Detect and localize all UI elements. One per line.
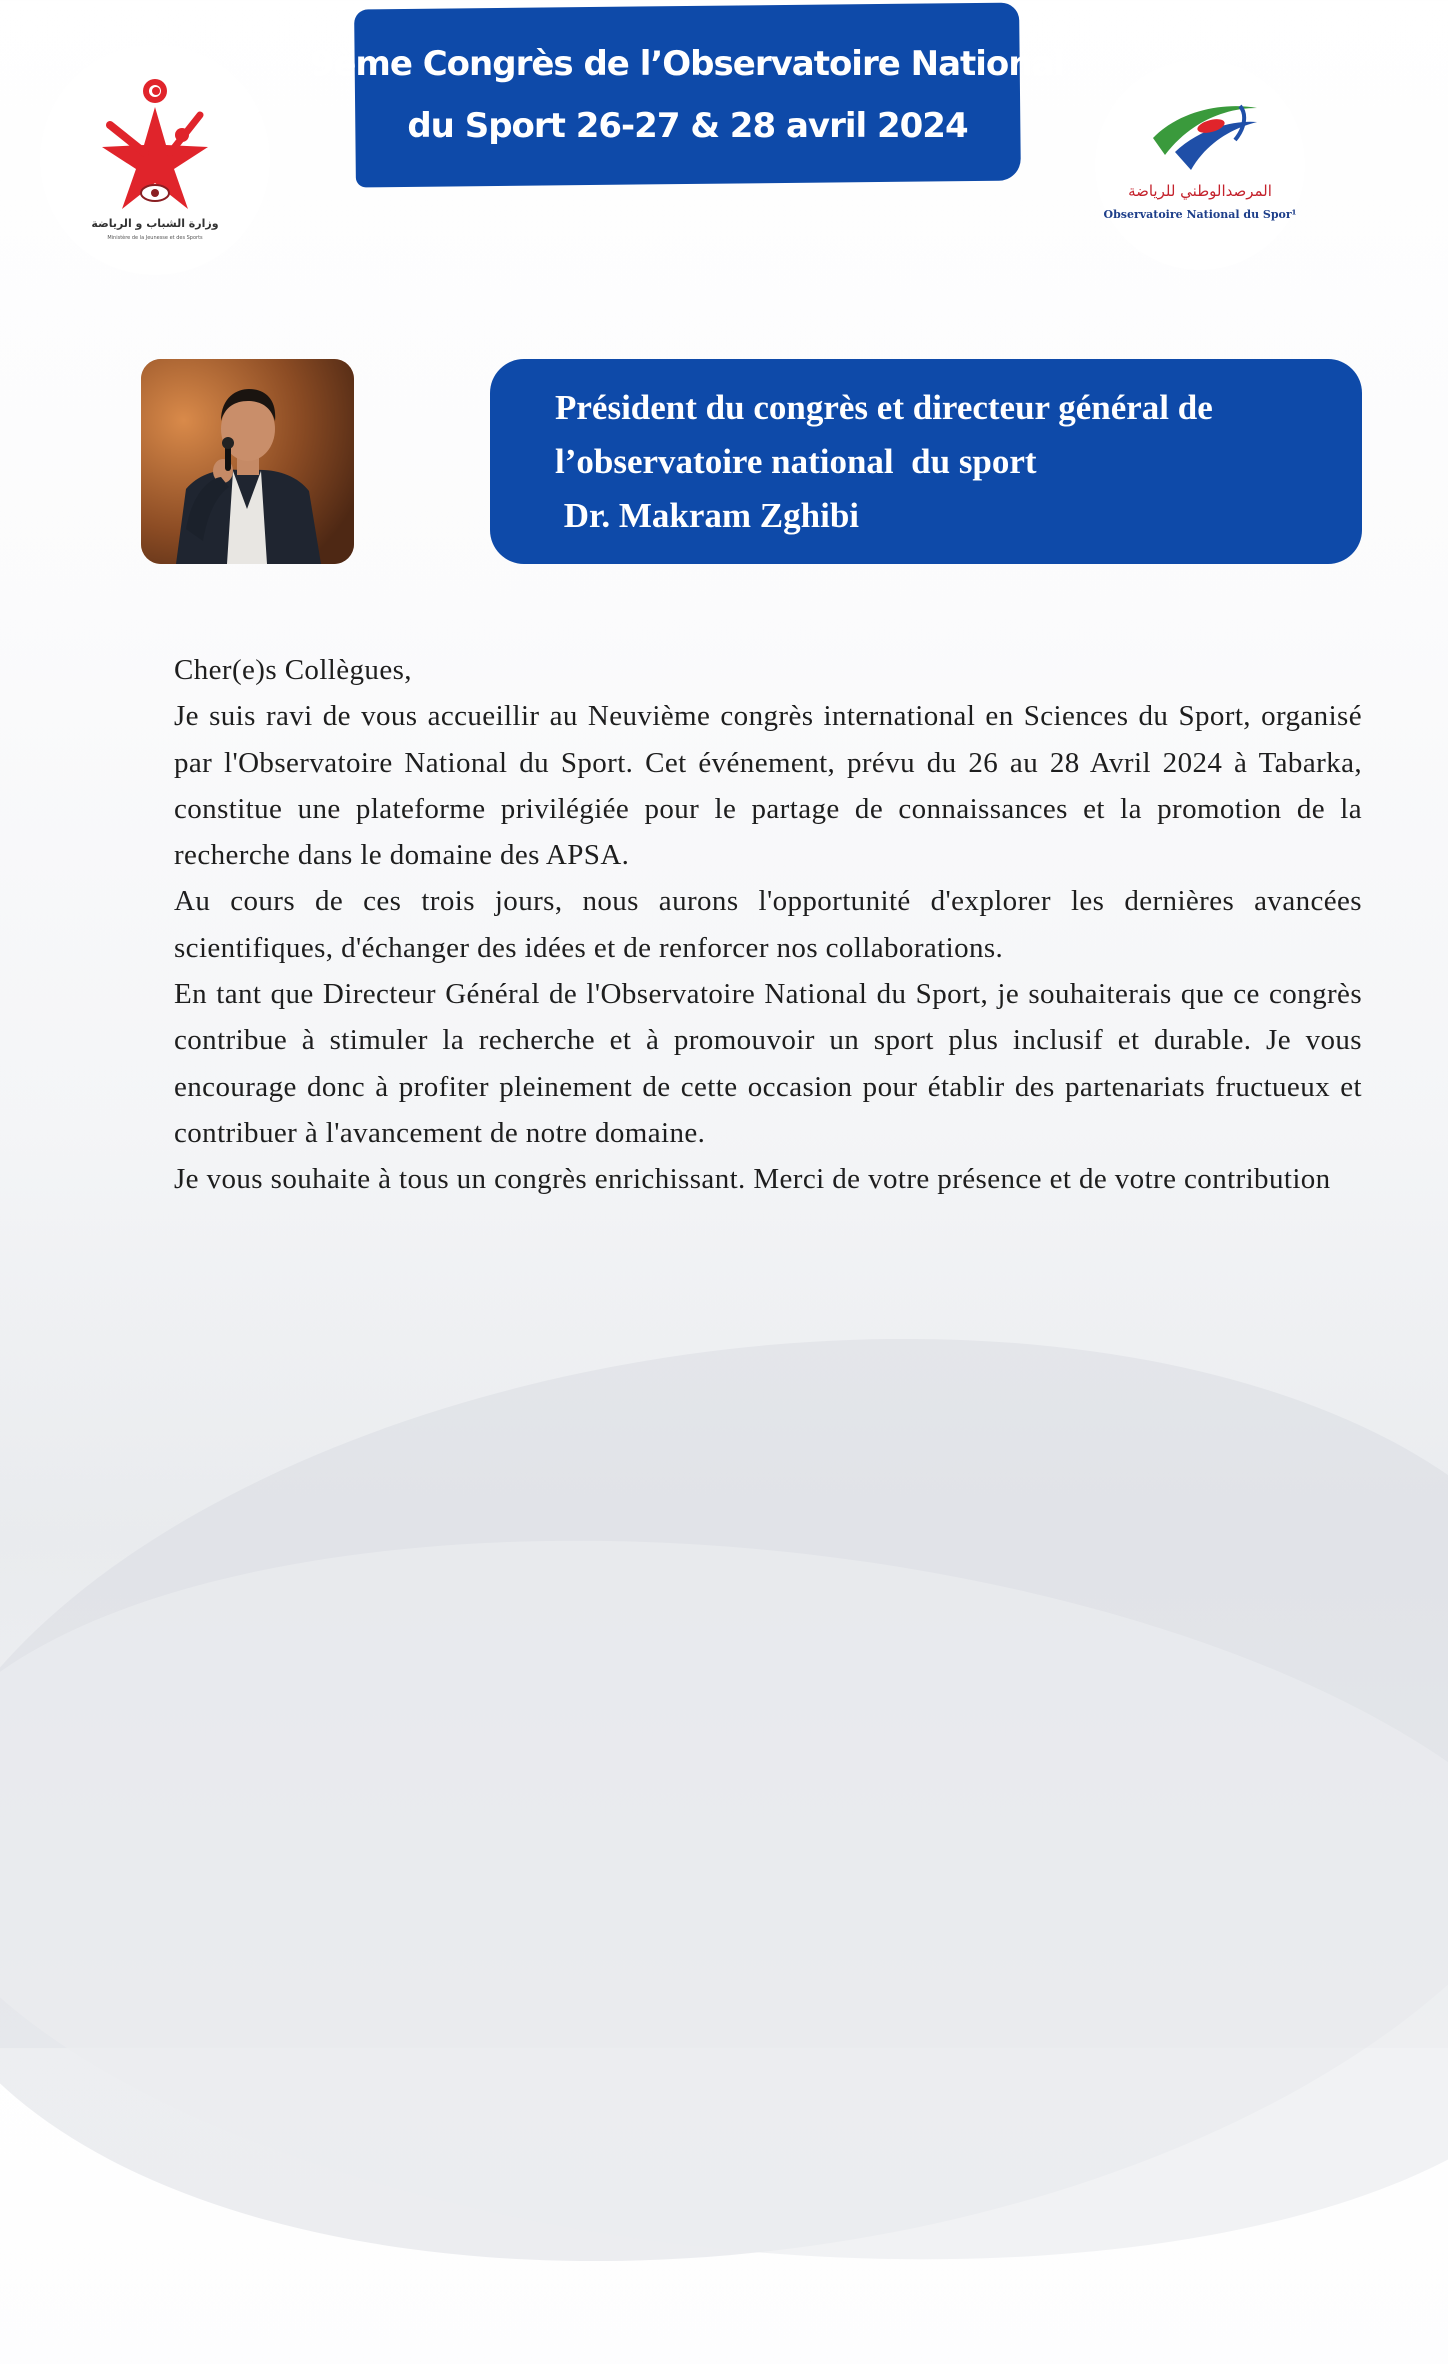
speaker-role-line-2: l’observatoire national du sport	[555, 442, 1037, 481]
speaker-role-line-1: Président du congrès et directeur général de	[555, 388, 1213, 427]
ministry-french-name: Ministère de la Jeunesse et des Sports	[107, 235, 203, 241]
speaker-portrait	[141, 359, 354, 564]
letter-paragraph: Je suis ravi de vous accueillir au Neuvième congrès international en Sciences du Sport, organisé par l'Observatoire National du Sport. Cet événement, prévu du 26 au 28 Avril 2024 à Tabarka, constitue une plateforme privilégiée pour le partage de connaissances et la promotion de la recherche dans le domaine des APSA.	[174, 700, 1362, 872]
observatory-logo-icon	[1145, 100, 1260, 180]
letter-greeting: Cher(e)s Collègues,	[174, 654, 412, 686]
background-shape	[0, 1236, 1448, 2364]
observatory-logo	[1095, 60, 1305, 270]
speaker-name: Dr. Makram Zghibi	[555, 496, 860, 535]
background-shape	[0, 1463, 1448, 2337]
observatory-french-name: Observatoire National du Spor¹	[1103, 208, 1297, 221]
ministry-logo-icon	[90, 75, 220, 215]
speaker-title-box	[490, 359, 1362, 564]
banner-title-line-1: 9ème Congrès de l’Observatoire National	[310, 44, 1064, 85]
congress-banner	[310, 3, 1064, 188]
observatory-arabic-name: المرصدالوطني للرياضة	[1128, 182, 1272, 200]
ministry-arabic-name: وزارة الشباب و الرياضة	[91, 217, 219, 230]
banner-title-line-2: du Sport 26-27 & 28 avril 2024	[407, 105, 968, 146]
welcome-letter	[174, 647, 1362, 1203]
letter-paragraph: En tant que Directeur Général de l'Observatoire National du Sport, je souhaiterais que ce congrès contribue à stimuler la recherche et à promouvoir un sport plus inclusif et durable. Je vous encourage donc à profiter pleinement de cette occasion pour établir des partenariats fructueux et contribuer à l'avancement de notre domaine.	[174, 978, 1362, 1149]
ministry-logo	[40, 45, 270, 275]
letter-closing: Je vous souhaite à tous un congrès enrichissant. Merci de votre présence et de votre contribution	[174, 1163, 1331, 1196]
letter-paragraph: Au cours de ces trois jours, nous aurons l'opportunité d'explorer les dernières avancées scientifiques, d'échanger des idées et de renforcer nos collaborations.	[174, 885, 1362, 964]
